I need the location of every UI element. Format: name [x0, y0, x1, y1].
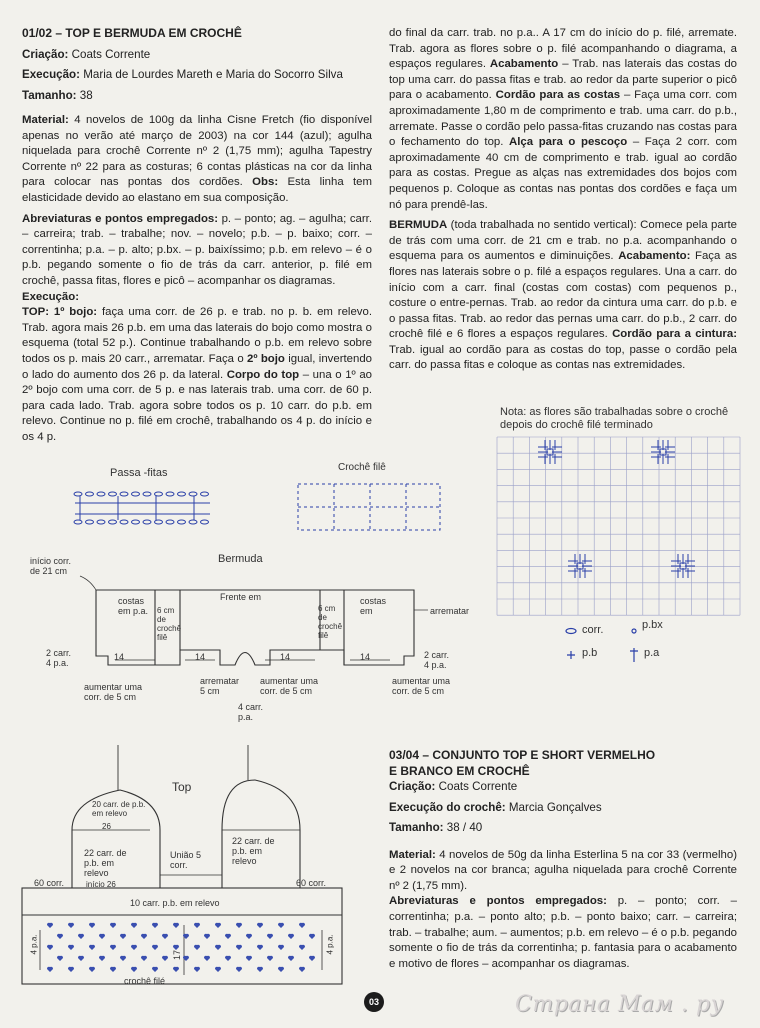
label-costas-1: costas em p.a.: [118, 596, 149, 616]
second-heading-2: E BRANCO EM CROCHÊ: [389, 763, 530, 778]
top-instructions: TOP: 1º bojo: faça uma corr. de 26 p. e trab. no p. b. em relevo. Trab. agora mais 26 p.b. em uma das laterais do bojo como mostra o esquema (total 52 p.). Continue trabalhando o p.b. em relevo sobre todos os p. mais 20 carr., arrematar. Faça o 2º bojo igual, invertendo o lado do aumento dos 26 p. da lateral. Corpo do top – una o 1º ao 2º bojo com uma corr. de 5 p. e nas laterais trab. uma corr. de 60 p. para cada lado. Trab. agora sobre todos os p. 10 carr. do p.b. em relevo. Continue no p. filé em crochê, trabalhando os 4 p. do início e os 4 p.: [22, 306, 372, 443]
second-abbreviations: Abreviaturas e pontos empregados: p. – ponto; corr. – correntinha; p.a. – ponto alto; p.b. – ponto baixo; carr. – carreira; trab. – trabalhe; aum. – aumentos; p.b. em relevo – é o p.b. pegando somente o fio de trás da correntinha; p. fantasia para o acabamento e motivo de flores – acompanhar os diagramas.: [389, 895, 737, 970]
label-14-c: 14: [280, 652, 291, 662]
top-flower-pattern: [47, 923, 315, 972]
croche-file-diagram: [298, 484, 440, 530]
filet-grid-diagram: [497, 437, 740, 615]
grid-note: Nota: as flores são trabalhadas sobre o crochê depois do crochê filé terminado: [500, 406, 729, 431]
second-heading-1: 03/04 – CONJUNTO TOP E SHORT VERMELHO: [389, 748, 656, 762]
label-croche-file-bottom: crochê filé: [124, 976, 166, 986]
label-60-r: 60 corr.: [296, 878, 327, 888]
label-10carr: 10 carr. p.b. em relevo: [130, 898, 220, 908]
article-heading: 01/02 – TOP E BERMUDA EM CROCHÊ: [22, 26, 242, 40]
execution-subheading: Execução:: [22, 290, 79, 303]
top-title: Top: [172, 780, 192, 794]
bermuda-title: Bermuda: [218, 553, 263, 565]
passa-fitas-title: Passa -fitas: [110, 467, 168, 479]
page-number: 03: [364, 992, 384, 1012]
label-inicio: início corr. de 21 cm: [30, 556, 72, 576]
label-14-b: 14: [195, 652, 206, 662]
label-inicio-26: início 26: [86, 880, 116, 889]
credit-line: Criação: Coats Corrente: [22, 47, 151, 61]
label-bojo-22-r: 22 carr. de p.b. em relevo: [232, 836, 275, 866]
legend-corr: corr.: [582, 624, 604, 636]
legend-pa: p.a: [644, 647, 660, 659]
label-4carr: 4 carr. p.a.: [238, 702, 264, 722]
passa-fitas-diagram: [74, 492, 210, 524]
bermuda-diagram: [80, 576, 428, 665]
watermark: Страна Мам . ру: [515, 992, 724, 1017]
label-arrematar-5cm: arrematar 5 cm: [200, 676, 240, 696]
label-costas-2: costas em: [360, 596, 387, 616]
label-60-l: 60 corr.: [34, 878, 65, 888]
bermuda-instructions: BERMUDA (toda trabalhada no sentido vertical): Comece pela parte de trás com uma corr. de 21 cm e trab. no p.a. acompanhando o esquema para os aumentos e diminuições. Acabamento: Faça as flores nas laterais sobre o p. filé a espaços regulares. Una a carr. do início com a carr. final (costas com costas) com pequenos p., costure o entre-pernas. Trab. ao redor da cintura uma carr. do p.b. e o passa fitas. Trab. ao redor das pernas uma carr. do p.b., 2 carr. do crochê filé e 6 flores a espaços regulares. Cordão para a cintura: Trab. igual ao cordão para as costas do top, passe o cordão pela carr. do passa fitas e coloque as contas nas extremidades.: [389, 219, 737, 372]
croche-file-title: Crochê filê: [338, 462, 386, 473]
label-6cm-2: 6 cm de crochê filê: [318, 604, 343, 640]
label-4pa-r: 4 p.a.: [424, 660, 447, 670]
label-2carr-l: 2 carr.: [46, 648, 72, 658]
label-14-d: 14: [360, 652, 371, 662]
second-article: [389, 748, 737, 977]
right-instructions: do final da carr. trab. no p.a.. A 17 cm do início do p. filé, arremate. Trab. agora as flores sobre o p. filé acompanhando o diagrama, a espaços regulares. Acabamento – Trab. nas laterais das costas do top uma carr. do passa fitas e trab. ao redor da parte superior o picô para o acabamento. Cordão para as costas – Faça uma corr. com aproximadamente 1,80 m de comprimento e trab. uma carr. do p.b., arremate. Passe o cordão pelo passa-fitas cruzando nas costas para o fechamento do top. Alça para o pescoço – Faça 2 corr. com aproximadamente 40 cm de comprimento e trab. igual ao cordão para as costas. Pregue as alças nas extremidades dos bojos com pequenos p. Coloque as contas nas pontas dos cordões e faça um nó para prendê-las.: [389, 27, 737, 211]
second-size: Tamanho: 38 / 40: [389, 821, 483, 835]
label-bojo-22-l: 22 carr. de p.b. em relevo: [84, 848, 127, 878]
label-bojo-20: 20 carr. de p.b. em relevo: [92, 800, 146, 818]
label-aumentar-l: aumentar uma corr. de 5 cm: [84, 682, 143, 702]
label-frente: Frente em: [220, 592, 262, 602]
size-line: Tamanho: 38: [22, 88, 93, 102]
legend-pb: p.b: [582, 647, 598, 659]
second-material: Material: 4 novelos de 50g da linha Esterlina 5 na cor 33 (vermelho) e 2 novelos na cor branca; agulha niquelada para crochê Corrente nº 2 (1,75 mm).: [389, 848, 737, 892]
second-credit: Criação: Coats Corrente: [389, 780, 518, 794]
legend-pbx: p.bx: [642, 619, 663, 631]
second-execution: Execução do crochê: Marcia Gonçalves: [389, 800, 602, 814]
label-uniao: União 5 corr.: [170, 850, 202, 870]
label-6cm-1: 6 cm de crochê filê: [157, 606, 182, 642]
label-26: 26: [102, 822, 111, 831]
label-aumentar-5cm: aumentar uma corr. de 5 cm: [260, 676, 319, 696]
label-4pa-l: 4 p.a.: [46, 658, 69, 668]
label-2carr-r: 2 carr.: [424, 650, 450, 660]
label-4pa-v-l: 4 p.a.: [29, 934, 39, 955]
label-aumentar-r: aumentar uma corr. de 5 cm: [392, 676, 451, 696]
execution-line: Execução: Maria de Lourdes Mareth e Maria do Socorro Silva: [22, 68, 343, 82]
abbreviations-paragraph: Abreviaturas e pontos empregados: p. – ponto; ag. – agulha; carr. – carreira; trab. – trabalhe; nov. – novelo; p.b. – p. baixo; corr. – correntinha; p.a. – p. alto; p.bx. – p. baixíssimo; p.b. em relevo – é o p.b. pegando somente o fio de trás da carr. anterior, p. filé em crochê, passa fitas, flores e picô – acompanhar os diagramas.: [22, 212, 372, 288]
label-14-a: 14: [114, 652, 125, 662]
label-arrematar-r: arrematar: [430, 606, 470, 616]
label-4pa-v-r: 4 p.a.: [325, 934, 335, 955]
label-17: 17: [172, 949, 183, 961]
material-paragraph: Material: 4 novelos de 100g da linha Cisne Fretch (fio disponível apenas no verão até março de 2003) na cor 144 (azul); agulha niquelada para crochê Corrente nº 2 (1,75 mm); agulha Tapestry Corrente nº 22 para as costuras; 6 contas plásticas na cor da linha para colocar nas pontas dos cordões. Obs: Esta linha tem elasticidade devido ao elastano em sua composição.: [22, 114, 372, 205]
